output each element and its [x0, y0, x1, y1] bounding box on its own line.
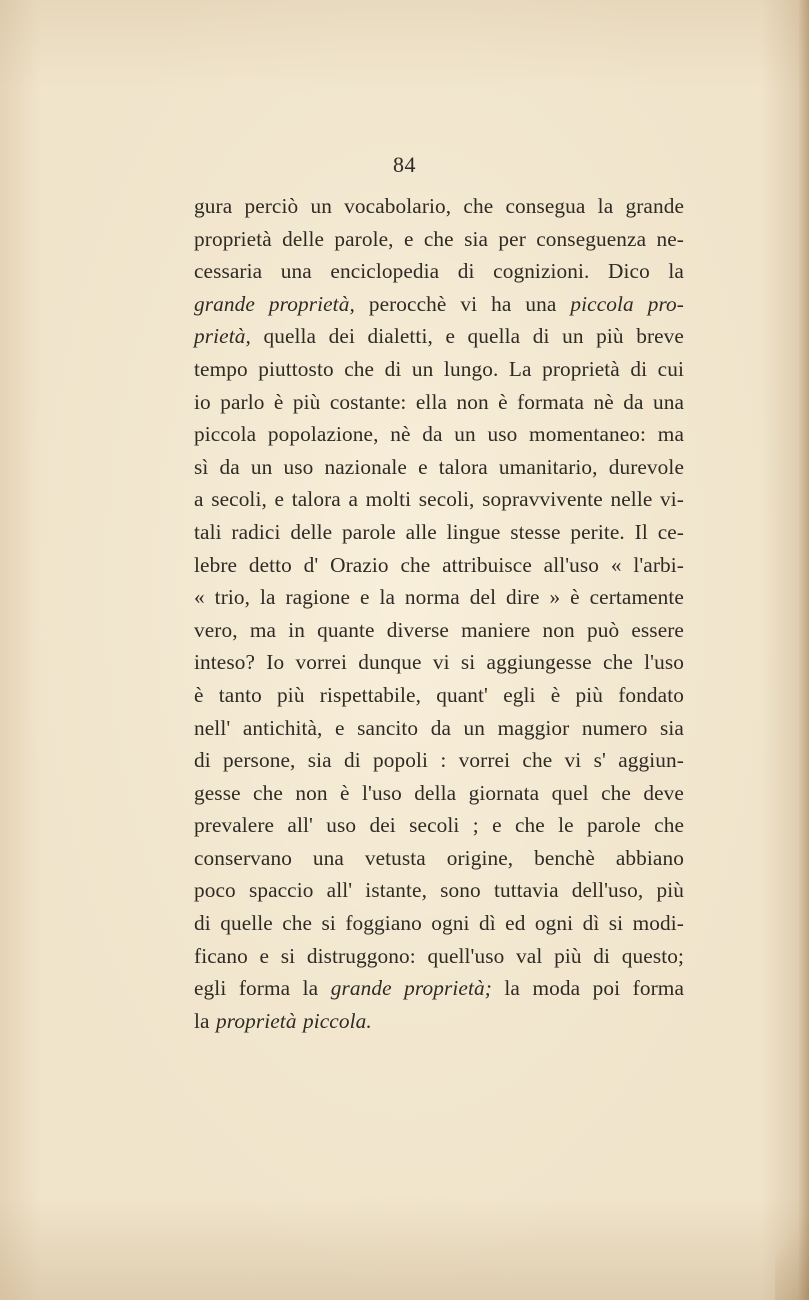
text-line: di persone, sia di popoli : vorrei che vi s' aggiun-: [194, 748, 684, 773]
italic-phrase: prietà,: [194, 324, 251, 349]
page-corner-shadow: [775, 1200, 809, 1300]
text-line: proprietà delle parole, e che sia per conseguenza ne-: [194, 226, 684, 251]
text-line: prevalere all' uso dei secoli ; e che le parole che: [194, 813, 684, 838]
text-line: lebre detto d' Orazio che attribuisce all'uso « l'arbi-: [194, 552, 684, 577]
text-line: prietà, quella dei dialetti, e quella di un più breve: [194, 324, 684, 349]
text-line: piccola popolazione, nè da un uso momentaneo: ma: [194, 422, 684, 447]
text-line: tempo piuttosto che di un lungo. La proprietà di cui: [194, 356, 684, 381]
text-line: è tanto più rispettabile, quant' egli è più fondato: [194, 682, 684, 707]
text-line: vero, ma in quante diverse maniere non può essere: [194, 617, 684, 642]
text-line: inteso? Io vorrei dunque vi si aggiungesse che l'uso: [194, 650, 684, 675]
text-line: tali radici delle parole alle lingue stesse perite. Il ce-: [194, 519, 684, 544]
text-line: nell' antichità, e sancito da un maggior numero sia: [194, 715, 684, 740]
text-line: a secoli, e talora a molti secoli, sopravvivente nelle vi-: [194, 487, 684, 512]
text-line: gesse che non è l'uso della giornata quel che deve: [194, 780, 684, 805]
body-text: [194, 190, 684, 1037]
text-line: gura perciò un vocabolario, che consegua la grande: [194, 194, 684, 218]
text-line: di quelle che si foggiano ogni dì ed ogni dì si modi-: [194, 911, 684, 936]
text-line: poco spaccio all' istante, sono tuttavia dell'uso, più: [194, 878, 684, 903]
text-line: conservano una vetusta origine, benchè abbiano: [194, 845, 684, 870]
text-line: ficano e si distruggono: quell'uso val più di questo;: [194, 943, 684, 968]
italic-phrase: piccola pro-: [570, 291, 684, 316]
text-line: io parlo è più costante: ella non è formata nè da una: [194, 389, 684, 414]
italic-phrase: proprietà piccola.: [216, 1008, 372, 1033]
text-line: « trio, la ragione e la norma del dire » è certamente: [194, 585, 684, 610]
text-line: grande proprietà, perocchè vi ha una piccola pro-: [194, 291, 684, 316]
text-line: egli forma la grande proprietà; la moda poi forma: [194, 976, 684, 1001]
italic-phrase: grande proprietà,: [194, 291, 355, 316]
italic-phrase: grande proprietà;: [330, 976, 492, 1001]
page-edge-shadow: [799, 0, 809, 1300]
text-line: cessaria una enciclopedia di cognizioni. Dico la: [194, 259, 684, 284]
text-line: la proprietà piccola.: [194, 1008, 372, 1033]
page-number: 84: [393, 152, 416, 177]
text-line: sì da un uso nazionale e talora umanitario, durevole: [194, 454, 684, 479]
